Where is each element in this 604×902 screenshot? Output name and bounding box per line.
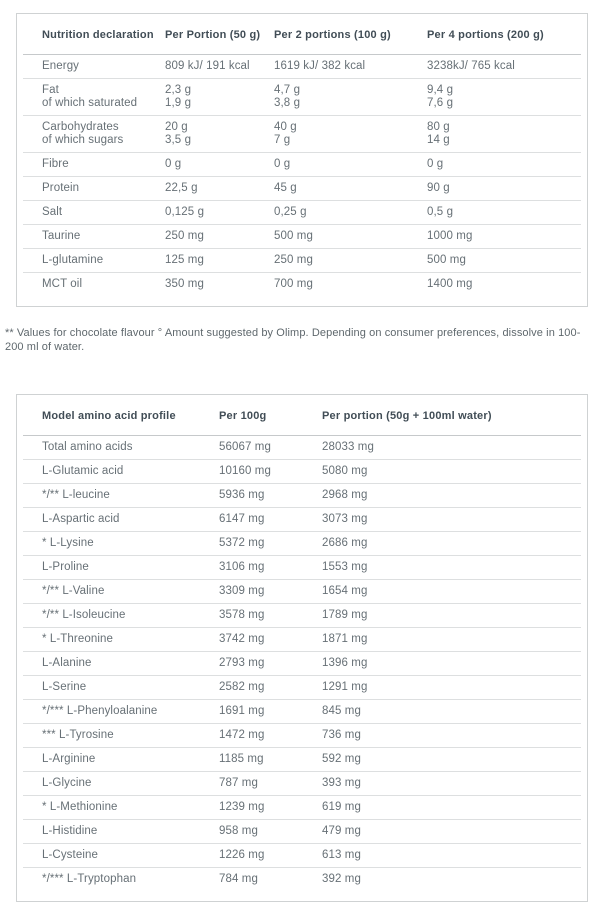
row-label: */** L-Valine: [23, 580, 200, 604]
row-value: 3106 mg: [200, 556, 303, 580]
row-label: * L-Lysine: [23, 532, 200, 556]
row-value: 0 g: [255, 153, 408, 177]
row-value: 845 mg: [303, 700, 581, 724]
row-label: L-Glutamic acid: [23, 460, 200, 484]
row-label: */*** L-Phenyloalanine: [23, 700, 200, 724]
row-value: 2793 mg: [200, 652, 303, 676]
row-label: * L-Methionine: [23, 796, 200, 820]
row-value: 1239 mg: [200, 796, 303, 820]
row-label: Energy: [23, 55, 146, 79]
row-value: 3742 mg: [200, 628, 303, 652]
table-row: [23, 249, 581, 273]
table-row: [23, 532, 581, 556]
row-value: 3309 mg: [200, 580, 303, 604]
row-value: 350 mg: [146, 273, 255, 297]
row-value: 592 mg: [303, 748, 581, 772]
row-value: 1789 mg: [303, 604, 581, 628]
row-value: 6147 mg: [200, 508, 303, 532]
row-label: * L-Threonine: [23, 628, 200, 652]
row-value: 1553 mg: [303, 556, 581, 580]
row-value: 5372 mg: [200, 532, 303, 556]
row-label: L-Aspartic acid: [23, 508, 200, 532]
row-label: MCT oil: [23, 273, 146, 297]
table-row: [23, 724, 581, 748]
table-row: [23, 508, 581, 532]
amino-acid-profile-card: [16, 394, 588, 902]
row-label: L-glutamine: [23, 249, 146, 273]
row-value: 3578 mg: [200, 604, 303, 628]
row-value: 1691 mg: [200, 700, 303, 724]
row-label: Salt: [23, 201, 146, 225]
row-value: 1226 mg: [200, 844, 303, 868]
table-row: [23, 116, 581, 153]
row-label: L-Glycine: [23, 772, 200, 796]
nutrition-declaration-table: [23, 14, 581, 296]
nutrition-header-portion-1: Per Portion (50 g): [146, 14, 255, 55]
row-label: L-Histidine: [23, 820, 200, 844]
row-value: 1871 mg: [303, 628, 581, 652]
row-value: 20 g 3,5 g: [146, 116, 255, 153]
amino-header-row: [23, 395, 581, 436]
table-row: [23, 796, 581, 820]
table-row: [23, 844, 581, 868]
table-row: [23, 177, 581, 201]
table-row: [23, 55, 581, 79]
row-label: Fat of which saturated: [23, 79, 146, 116]
row-value: 3238kJ/ 765 kcal: [408, 55, 581, 79]
row-value: 500 mg: [255, 225, 408, 249]
row-value: 56067 mg: [200, 436, 303, 460]
row-value: 1000 mg: [408, 225, 581, 249]
row-value: 45 g: [255, 177, 408, 201]
row-label: L-Alanine: [23, 652, 200, 676]
row-value: 10160 mg: [200, 460, 303, 484]
table-row: [23, 700, 581, 724]
table-row: [23, 273, 581, 297]
table-row: [23, 484, 581, 508]
row-value: 809 kJ/ 191 kcal: [146, 55, 255, 79]
nutrition-declaration-body: [23, 55, 581, 297]
table-row: [23, 676, 581, 700]
row-value: 500 mg: [408, 249, 581, 273]
table-row: [23, 820, 581, 844]
table-row: [23, 153, 581, 177]
row-value: 1619 kJ/ 382 kcal: [255, 55, 408, 79]
table-row: [23, 652, 581, 676]
row-label: Carbohydrates of which sugars: [23, 116, 146, 153]
row-value: 958 mg: [200, 820, 303, 844]
row-value: 619 mg: [303, 796, 581, 820]
row-label: *** L-Tyrosine: [23, 724, 200, 748]
row-value: 1291 mg: [303, 676, 581, 700]
flavour-footnote: ** Values for chocolate flavour ° Amount suggested by Olimp. Depending on consumer preferences, dissolve in 100-200 ml of water.: [5, 327, 581, 353]
table-row: [23, 225, 581, 249]
amino-acid-profile-table: [23, 395, 581, 891]
amino-header-per-100g: Per 100g: [200, 395, 303, 436]
row-value: 22,5 g: [146, 177, 255, 201]
row-label: L-Arginine: [23, 748, 200, 772]
table-row: [23, 79, 581, 116]
row-value: 5080 mg: [303, 460, 581, 484]
row-value: 1396 mg: [303, 652, 581, 676]
row-value: 1185 mg: [200, 748, 303, 772]
row-value: 392 mg: [303, 868, 581, 892]
row-value: 5936 mg: [200, 484, 303, 508]
row-value: 125 mg: [146, 249, 255, 273]
row-label: Taurine: [23, 225, 146, 249]
row-value: 90 g: [408, 177, 581, 201]
row-value: 4,7 g 3,8 g: [255, 79, 408, 116]
row-label: */** L-leucine: [23, 484, 200, 508]
table-row: [23, 868, 581, 892]
row-value: 0,125 g: [146, 201, 255, 225]
row-label: */** L-Isoleucine: [23, 604, 200, 628]
table-row: [23, 556, 581, 580]
row-value: 393 mg: [303, 772, 581, 796]
row-label: L-Serine: [23, 676, 200, 700]
amino-acid-profile-body: [23, 436, 581, 892]
table-row: [23, 772, 581, 796]
row-value: 2582 mg: [200, 676, 303, 700]
row-value: 1654 mg: [303, 580, 581, 604]
table-row: [23, 460, 581, 484]
row-value: 0 g: [146, 153, 255, 177]
row-value: 613 mg: [303, 844, 581, 868]
row-value: 3073 mg: [303, 508, 581, 532]
table-row: [23, 604, 581, 628]
row-value: 787 mg: [200, 772, 303, 796]
row-value: 479 mg: [303, 820, 581, 844]
row-value: 736 mg: [303, 724, 581, 748]
row-value: 0,5 g: [408, 201, 581, 225]
row-value: 0,25 g: [255, 201, 408, 225]
row-label: */*** L-Tryptophan: [23, 868, 200, 892]
row-value: 784 mg: [200, 868, 303, 892]
row-value: 2686 mg: [303, 532, 581, 556]
amino-header-label: Model amino acid profile: [23, 395, 200, 436]
row-value: 9,4 g 7,6 g: [408, 79, 581, 116]
row-value: 1472 mg: [200, 724, 303, 748]
table-row: [23, 580, 581, 604]
row-label: L-Proline: [23, 556, 200, 580]
row-value: 700 mg: [255, 273, 408, 297]
row-label: Fibre: [23, 153, 146, 177]
row-value: 250 mg: [255, 249, 408, 273]
row-label: Protein: [23, 177, 146, 201]
row-value: 2968 mg: [303, 484, 581, 508]
table-row: [23, 436, 581, 460]
row-value: 1400 mg: [408, 273, 581, 297]
nutrition-header-portion-2: Per 2 portions (100 g): [255, 14, 408, 55]
row-value: 28033 mg: [303, 436, 581, 460]
table-row: [23, 748, 581, 772]
row-value: 2,3 g 1,9 g: [146, 79, 255, 116]
row-label: Total amino acids: [23, 436, 200, 460]
nutrition-declaration-card: [16, 13, 588, 307]
nutrition-header-portion-4: Per 4 portions (200 g): [408, 14, 581, 55]
row-value: 40 g 7 g: [255, 116, 408, 153]
row-label: L-Cysteine: [23, 844, 200, 868]
row-value: 250 mg: [146, 225, 255, 249]
table-row: [23, 201, 581, 225]
row-value: 80 g 14 g: [408, 116, 581, 153]
amino-header-per-portion: Per portion (50g + 100ml water): [303, 395, 581, 436]
table-row: [23, 628, 581, 652]
row-value: 0 g: [408, 153, 581, 177]
nutrition-header-label: Nutrition declaration: [23, 14, 146, 55]
nutrition-header-row: [23, 14, 581, 55]
